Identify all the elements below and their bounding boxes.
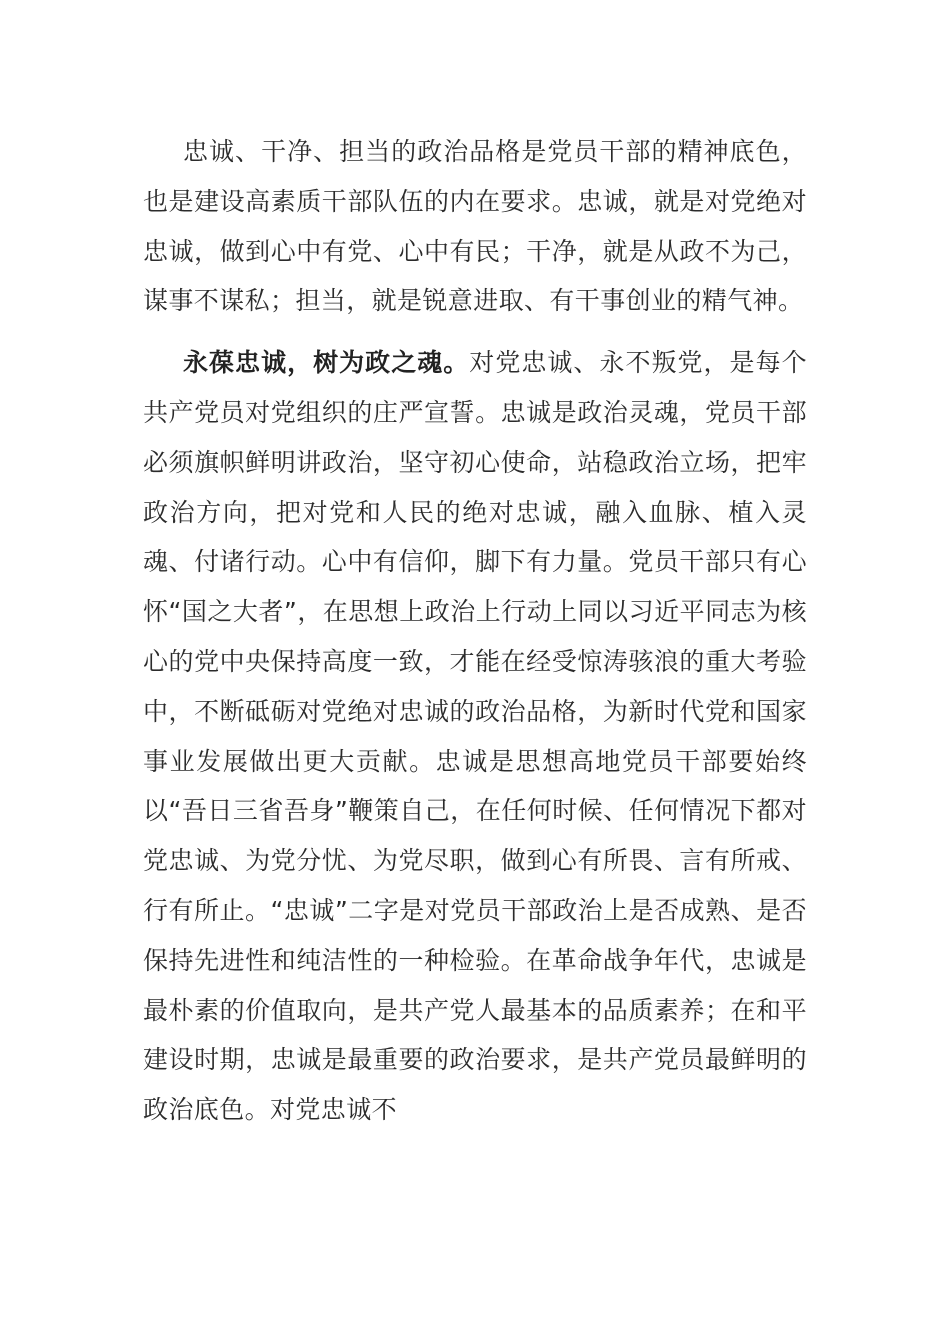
paragraph-intro-text: 忠诚、干净、担当的政治品格是党员干部的精神底色，也是建设高素质干部队伍的内在要求。忠诚，就是对党绝对忠诚，做到心中有党、心中有民；干净，就是从政不为己，谋事不谋私；担当，就是锐意进取、有干事创业的精气神。 [143,137,807,316]
paragraph-intro [143,127,807,326]
document-body [143,127,807,1135]
paragraph-loyalty [143,338,807,1135]
paragraph-loyalty-heading: 永葆忠诚，树为政之魂。 [183,348,470,378]
paragraph-loyalty-text: 对党忠诚、永不叛党，是每个共产党员对党组织的庄严宣誓。忠诚是政治灵魂，党员干部必须旗帜鲜明讲政治，坚守初心使命，站稳政治立场，把牢政治方向，把对党和人民的绝对忠诚，融入血脉、植入灵魂、付诸行动。心中有信仰，脚下有力量。党员干部只有心怀“国之大者”，在思想上政治上行动上同以习近平同志为核心的党中央保持高度一致，才能在经受惊涛骇浪的重大考验中，不断砥砺对党绝对忠诚的政治品格，为新时代党和国家事业发展做出更大贡献。忠诚是思想高地党员干部要始终以“吾日三省吾身”鞭策自己，在任何时候、任何情况下都对党忠诚、为党分忧、为党尽职，做到心有所畏、言有所戒、行有所止。“忠诚”二字是对党员干部政治上是否成熟、是否保持先进性和纯洁性的一种检验。在革命战争年代，忠诚是最朴素的价值取向，是共产党人最基本的品质素养；在和平建设时期，忠诚是最重要的政治要求，是共产党员最鲜明的政治底色。对党忠诚不 [143,348,808,1125]
